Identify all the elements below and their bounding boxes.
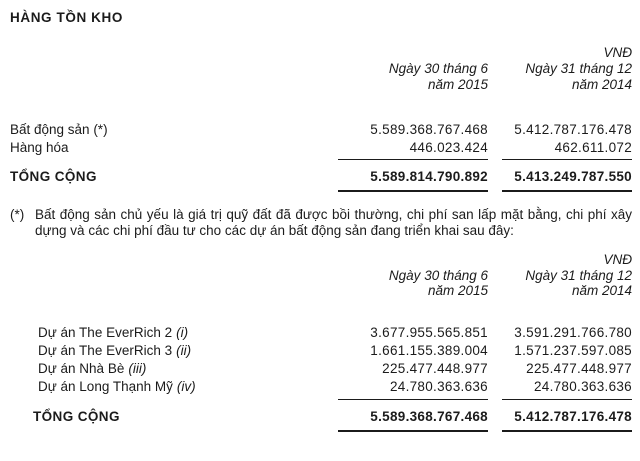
total-label: TỔNG CỘNG <box>33 408 120 424</box>
currency-label: VNĐ <box>603 45 632 60</box>
row-label: Dự án Long Thạnh Mỹ (iv) <box>38 378 196 394</box>
rule-line <box>502 399 632 400</box>
total-rule <box>10 426 632 432</box>
footnote-text: Bất động sản chủ yếu là giá trị quỹ đất đã được bồi thường, chi phí san lấp mặt bằng, chi phí xây dựng và các chi phí đầu tư cho các dự án bất động sản đang triển khai sau đây: <box>35 206 632 238</box>
column-header-2015 <box>338 61 488 92</box>
row-ref: (iv) <box>176 378 196 394</box>
currency-label: VNĐ <box>603 251 632 267</box>
row-label: Hàng hóa <box>10 139 69 155</box>
column-header-2015 <box>338 268 488 299</box>
row-label: Dự án The EverRich 3 (ii) <box>38 342 192 358</box>
rule-line <box>502 190 632 192</box>
rule-line <box>338 399 488 400</box>
total-value-2015: 5.589.814.790.892 <box>370 169 488 184</box>
row-value-2015: 225.477.448.977 <box>382 360 488 376</box>
table-row-longthanhmy <box>10 378 632 396</box>
column-header-2015-line2: năm 2015 <box>427 283 488 298</box>
page-title: HÀNG TỒN KHO <box>10 10 123 25</box>
inventory-summary-table <box>10 45 632 192</box>
subtotal-rule <box>10 156 632 160</box>
row-value-2015: 1.661.155.389.004 <box>370 342 488 358</box>
table-row-real-estate <box>10 121 632 139</box>
row-label: Bất động sản (*) <box>10 122 108 137</box>
column-header-2014-line1: Ngày 31 tháng 12 <box>525 267 632 283</box>
column-headers <box>10 61 632 92</box>
total-label: TỔNG CỘNG <box>10 169 97 184</box>
rule-line <box>338 430 488 432</box>
footnote <box>10 207 632 240</box>
row-value-2015: 24.780.363.636 <box>389 378 488 394</box>
row-value-2014: 462.611.072 <box>554 139 632 155</box>
row-value-2015: 446.023.424 <box>409 139 488 155</box>
column-header-2014-line2: năm 2014 <box>571 76 632 92</box>
rule-line <box>502 159 632 160</box>
table-row-total <box>10 168 632 186</box>
row-ref: (iii) <box>128 360 147 376</box>
inventory-rows <box>10 121 632 192</box>
footnote-marker: (*) <box>10 206 25 222</box>
column-header-2014 <box>502 268 632 299</box>
row-value-2015: 5.589.368.767.468 <box>370 122 488 137</box>
row-value-2014: 3.591.291.766.780 <box>514 324 632 340</box>
column-header-2015-line1: Ngày 30 tháng 6 <box>388 61 488 76</box>
total-rule <box>10 186 632 192</box>
column-header-2014 <box>502 61 632 92</box>
total-value-2015: 5.589.368.767.468 <box>370 408 488 424</box>
table-row-total <box>10 408 632 426</box>
column-header-2015-line2: năm 2015 <box>427 76 488 92</box>
table-row-everrich2 <box>10 324 632 342</box>
subtotal-rule <box>10 396 632 400</box>
total-value-2014: 5.413.249.787.550 <box>514 169 632 184</box>
row-value-2015: 3.677.955.565.851 <box>370 324 488 340</box>
table-row-everrich3 <box>10 342 632 360</box>
row-value-2014: 1.571.237.597.085 <box>514 342 632 358</box>
rule-line <box>502 430 632 432</box>
column-header-2014-line1: Ngày 31 tháng 12 <box>525 61 632 76</box>
rule-line <box>338 159 488 160</box>
row-label: Dự án The EverRich 2 (i) <box>38 324 189 340</box>
table-row-nhabe <box>10 360 632 378</box>
table-row-goods <box>10 139 632 157</box>
rule-line <box>338 190 488 192</box>
row-label: Dự án Nhà Bè (iii) <box>38 360 147 376</box>
row-value-2014: 225.477.448.977 <box>526 360 632 376</box>
row-ref: (i) <box>176 324 189 340</box>
projects-detail-table <box>10 252 632 432</box>
project-rows <box>10 324 632 432</box>
row-value-2014: 5.412.787.176.478 <box>514 122 632 137</box>
row-value-2014: 24.780.363.636 <box>533 378 632 394</box>
row-ref: (ii) <box>176 342 192 358</box>
column-header-2015-line1: Ngày 30 tháng 6 <box>388 267 488 283</box>
column-headers <box>10 268 632 299</box>
total-value-2014: 5.412.787.176.478 <box>514 408 632 424</box>
column-header-2014-line2: năm 2014 <box>571 283 632 298</box>
